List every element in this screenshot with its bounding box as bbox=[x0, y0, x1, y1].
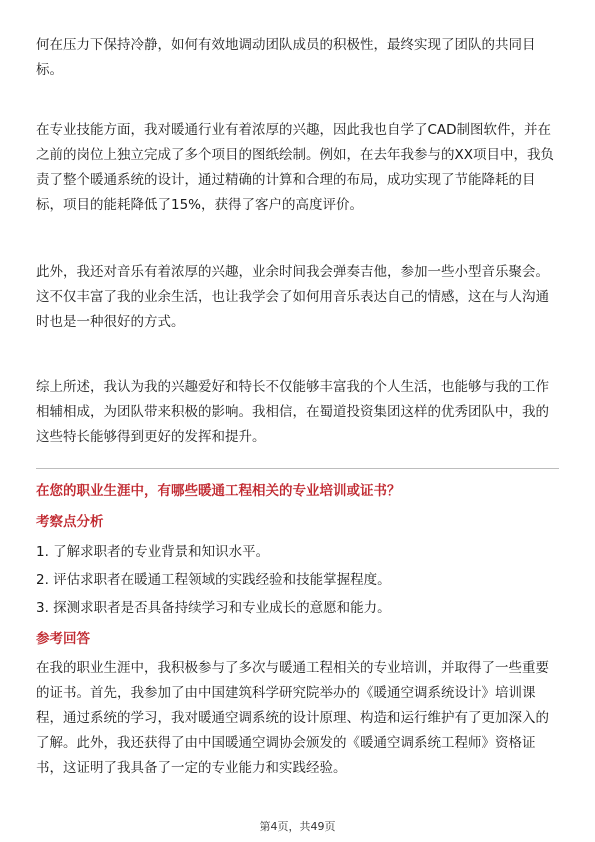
section-divider bbox=[36, 468, 559, 469]
analysis-item: 2. 评估求职者在暖通工程领域的实践经验和技能掌握程度。 bbox=[36, 572, 391, 588]
analysis-item: 3. 探测求职者是否具备持续学习和专业成长的意愿和能力。 bbox=[36, 600, 391, 616]
paragraph-skills: 在专业技能方面，我对暖通行业有着浓厚的兴趣，因此我也自学了CAD制图软件，并在之前的岗位上独立完成了多个项目的图纸绘制。例如，在去年我参与的XX项目中，我负责了整个暖通系统的设计，通过精确的计算和合理的布局，成功实现了节能降耗的目标，项目的能耗降低了15%，获得了客户的高度评价。 bbox=[36, 122, 554, 213]
analysis-list bbox=[36, 538, 391, 622]
paragraph-summary: 综上所述，我认为我的兴趣爱好和特长不仅能够丰富我的个人生活，也能够与我的工作相辅相成，为团队带来积极的影响。我相信，在蜀道投资集团这样的优秀团队中，我的这些特长能够得到更好的发挥和提升。 bbox=[36, 379, 549, 445]
answer-heading: 参考回答 bbox=[36, 631, 90, 647]
analysis-item: 1. 了解求职者的专业背景和知识水平。 bbox=[36, 544, 270, 560]
page-number: 第4页，共49页 bbox=[259, 820, 336, 833]
paragraph-pressure: 何在压力下保持冷静，如何有效地调动团队成员的积极性，最终实现了团队的共同目标。 bbox=[36, 37, 536, 78]
paragraph-music: 此外，我还对音乐有着浓厚的兴趣，业余时间我会弹奏吉他，参加一些小型音乐聚会。这不仅丰富了我的业余生活，也让我学会了如何用音乐表达自己的情感，这在与人沟通时也是一种很好的方式。 bbox=[36, 264, 549, 330]
interview-question: 在您的职业生涯中，有哪些暖通工程相关的专业培训或证书？ bbox=[36, 483, 401, 499]
answer-text: 在我的职业生涯中，我积极参与了多次与暖通工程相关的专业培训，并取得了一些重要的证书。首先，我参加了由中国建筑科学研究院举办的《暖通空调系统设计》培训课程，通过系统的学习，我对暖通空调系统的设计原理、构造和运行维护有了更加深入的了解。此外，我还获得了由中国暖通空调协会颁发的《暖通空调系统工程师》资格证书，这证明了我具备了一定的专业能力和实践经验。 bbox=[36, 660, 549, 776]
analysis-heading: 考察点分析 bbox=[36, 514, 104, 530]
